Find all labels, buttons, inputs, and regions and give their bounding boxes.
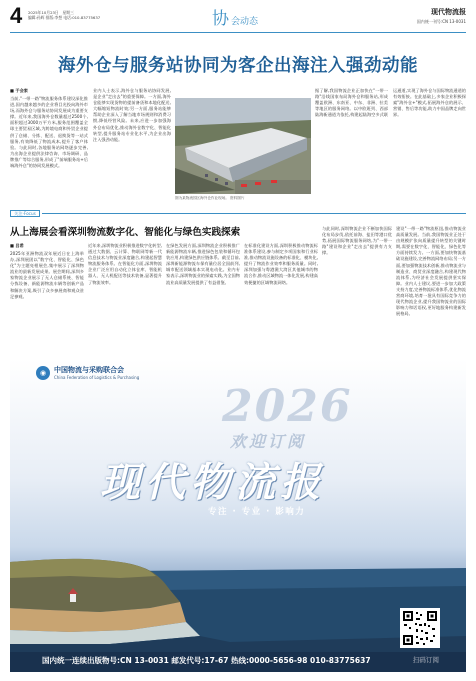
article-photo: [175, 98, 311, 194]
org-name-en: China Federation of Logistics & Purchasing: [54, 375, 140, 380]
article-headline: 海外仓与服务站协同为客企出海注入强劲动能: [58, 56, 418, 76]
focus-column-4: 在标准化建设方面,深圳积极推动物流标准体系建设,参与制定多项国家和行业标准,推动物流设施设备的标准化、模块化,提升了物流作业效率和服务质量。同时,深圳加强与粤港澳大湾区其他城市的物流合作,推动区域物流一体化发展,构建高效便捷的区域物流网络。: [244, 243, 318, 285]
org-name: 中国物流与采购联合会: [54, 366, 124, 374]
org-logo-icon: ◉: [36, 366, 50, 380]
article-column-1: 当前,"一带一路"物流服务体系建设深化推进,国内越来越多的企业将目光投向海外市场,而海外仓与服务站协同发展成为重要支撑。近年来,我国海外仓数量超过2500个,面积超过3000万平方米,服务范围覆盖全球主要贸易区域,为跨境电商和外贸企业提供了仓储、分拣、配送、退换货等一站式服务,有效降低了物流成本,提升了客户体验。与此同时,各地服务站网络逐步完善,为出海企业提供法律咨询、市场调研、品牌推广等综合服务,形成了"前端服务站+后端海外仓"的协同发展模式。: [10, 96, 88, 169]
ad-title: 现代物流报: [100, 459, 325, 506]
section-divider: [42, 213, 466, 214]
paper-name: 现代物流报: [431, 7, 466, 16]
org-logo: [36, 365, 139, 380]
column-title-main: 协: [212, 9, 229, 29]
photo-caption: 图为某物流园区海外仓作业现场。 资料图片: [175, 196, 245, 200]
subscription-qr-code[interactable]: [400, 608, 440, 648]
paper-code: 国内统一刊号:CN 13-0031: [416, 19, 466, 24]
header-divider: [10, 32, 466, 33]
ad-year: 2026: [222, 381, 353, 432]
paper-masthead: [417, 7, 466, 25]
focus-column-5: 与此同时,深圳物流企业不断加快国际化布局步伐,依托前海、盐田等港口优势,拓展国际物流服务网络,为"一带一路"建设和企业"走出去"提供有力支撑。: [322, 226, 392, 256]
editor-info: 编辑:孙辉 排版:李想 电话:010-83775637: [28, 15, 101, 20]
focus-column-1: 2025年亚洲物流双年展近日在上海举办,深圳展团以"数字化、智能化、绿色化"为主题亮相展会,集中展示了深圳物流业的最新发展成果。展会期间,深圳多家物流企业展示了无人仓储系统、智能分拣设备、新能源物流车辆等创新产品和解决方案,吸引了众多参展商和观众驻足参观。: [10, 251, 84, 299]
focus-byline: ■ 吕希: [10, 243, 24, 248]
org-name-block: [54, 365, 139, 380]
contact-bar: [10, 652, 466, 672]
coastline-illustration: [10, 532, 466, 672]
issue-meta: [28, 10, 208, 20]
contact-info: 国内统一连续出版物号:CN 13-0031 邮发代号:17-67 热线:0000-5656-98 010-83775637: [42, 656, 371, 665]
article-column-3: 据了解,我国物流企业正加快在"一带一路"沿线国家布局海外仓和服务站,形成覆盖欧洲、东南亚、中东、非洲、拉美等地区的服务网络。以中欧班列、西部陆海新通道为依托,构建起陆海空多式联运通道,实现了海外仓与国际物流通道的有效衔接。在此基础上,多家企业积极探索"海外仓+"模式,拓展海外仓的展示、营销、售后等功能,助力中国品牌走向世界。: [315, 88, 466, 118]
subscription-advertisement: [10, 359, 466, 672]
focus-column-3: 在绿色发展方面,深圳物流企业积极推广新能源物流车辆,推进绿色包装和循环包装应用,构建绿色供应链体系。截至目前,深圳新能源物流车保有量位居全国前列,城市配送领域基本实现电动化。业内专家表示,深圳物流业的探索实践,为全国物流业高质量发展提供了有益借鉴。: [166, 243, 240, 285]
column-title-sub: 会动态: [231, 17, 259, 27]
ad-welcome: 欢迎订阅: [230, 432, 307, 451]
column-title: [212, 4, 258, 29]
focus-headline: 从上海展会看深圳物流数字化、智能化与绿色实践探索: [10, 227, 241, 238]
focus-column-2: 近年来,深圳物流业积极推进数字化转型,通过大数据、云计算、物联网等新一代信息技术与物流业深度融合,构建起智慧物流服务体系。在智能化方面,深圳物流企业广泛应用自动化立体仓库、智能机器人、无人机配送等技术装备,显著提升了物流效率。: [88, 243, 162, 285]
ad-slogan: 专注 · 专业 · 影响力: [208, 507, 306, 517]
issue-date: 2025年10月23日 星期三: [28, 10, 74, 15]
article-column-2: 业内人士表示,海外仓与服务站协同发展,是企业"走出去"的重要保障。一方面,海外仓能够实现货物的提前备货和本地化配送,大幅缩短物流时效;另一方面,服务站能够帮助企业深入了解当地市场规则和消费习惯,降低经营风险。未来,应进一步加强海外仓布局优化,推动海外仓数字化、智能化转型,提升服务站专业化水平,为企业出海注入强劲动能。: [93, 88, 171, 142]
page-number: 4: [10, 3, 23, 28]
right-column-text: 建设"一带一路"物流枢纽,推动物流业高质量发展。当前,我国物流业正处于由规模扩张向质量提升转型的关键时期,需要在数字化、智能化、绿色化等方面持续发力。一方面,要加快物流基础设施建设,完善物流网络布局;另一方面,要加强物流技术创新,推动物流业与制造业、商贸业深度融合,构建现代物流体系,为经济社会发展提供坚实保障。业内人士建议,要进一步加大政策支持力度,完善物流标准体系,优化物流营商环境,培育一批具有国际竞争力的现代物流企业,提升我国物流业的国际影响力和话语权,更好地服务构建新发展格局。: [396, 226, 466, 317]
section-tag: 关注·Focus: [10, 210, 40, 217]
article-byline: ■ 于会家: [10, 88, 28, 93]
